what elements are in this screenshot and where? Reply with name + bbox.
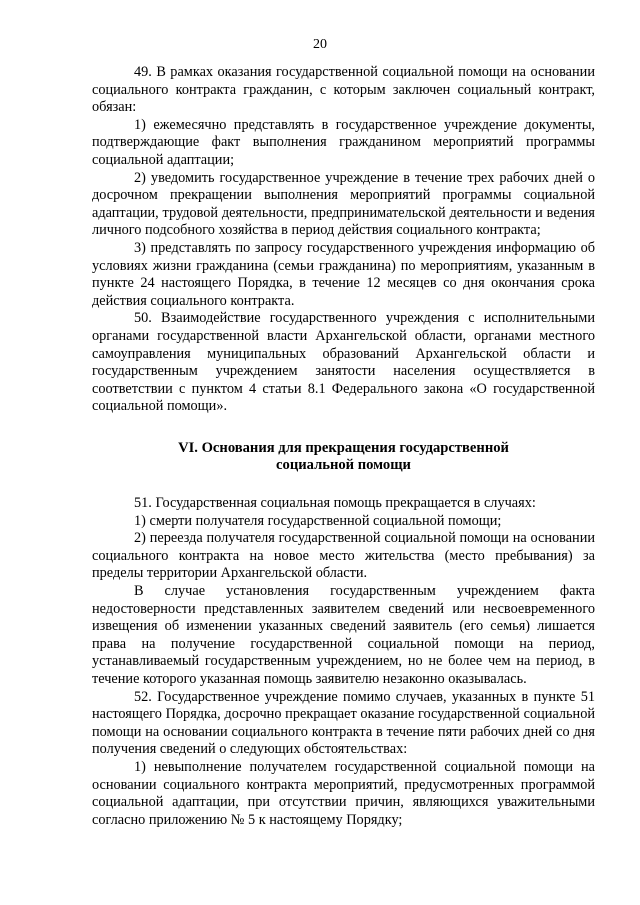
paragraph-51-item-1: 1) смерти получателя государственной социальной помощи; [134,512,502,529]
paragraph-52-item-1: 1) невыполнение получателем государственной социальной помощи на основании социального контракта мероприятий, предусмотренных программой социальной адаптации, при отсутствии причин, являющихся уважительными согласно приложению № 5 к настоящему Порядку; [92,758,595,828]
paragraph-49: 49. В рамках оказания государственной социальной помощи на основании социального контракта гражданин, с которым заключен социальный контракт, обязан: [92,64,595,116]
page-number: 20 [313,37,327,52]
spacer [92,416,595,440]
paragraph-49-item-2: 2) уведомить государственное учреждение в течение трех рабочих дней о досрочном прекращении выполнения мероприятий программы социальной адаптации, трудовой деятельности, предпринимательской деятельности и ведения личного подсобного хозяйства в период действия социального контракта; [92,169,595,239]
spacer [92,475,595,495]
section-heading-line-2: социальной помощи [276,457,411,474]
paragraph-49-item-1: 1) ежемесячно представлять в государственное учреждение документы, подтверждающие факт выполнения гражданином мероприятий программы социальной адаптации; [92,116,595,168]
paragraph-52: 52. Государственное учреждение помимо случаев, указанных в пункте 51 настоящего Порядка, досрочно прекращает оказание государственной социальной помощи на основании социального контракта в течение пяти рабочих дней со дня получения сведений о следующих обстоятельствах: [92,688,595,758]
paragraph-51: 51. Государственная социальная помощь прекращается в случаях: [134,495,536,512]
paragraph-49-item-3: 3) представлять по запросу государственного учреждения информацию об условиях жизни гражданина (семьи гражданина) по мероприятиям, указанным в пункте 24 настоящего Порядка, в течение 12 месяцев со дня окончания срока действия социального контракта. [92,239,595,309]
document-body [92,64,595,829]
section-heading-line-1: VI. Основания для прекращения государственной [178,439,509,456]
paragraph-51-item-2: 2) переезда получателя государственной социальной помощи на основании социального контракта на новое место жительства (место пребывания) за пределы территории Архангельской области. [92,530,595,582]
paragraph-51-note: В случае установления государственным учреждением факта недостоверности представленных заявителем сведений или несвоевременного извещения об изменении указанных сведений заявитель (его семья) лишается права на получение государственной социальной помощи на период, устанавливаемый государственным учреждением, но не более чем на период, в течение которого указанная помощь заявителю незаконно оказывалась. [92,583,595,687]
paragraph-50: 50. Взаимодействие государственного учреждения с исполнительными органами государственной власти Архангельской области, органами местного самоуправления муниципальных образований Архангельской области и государственным учреждением занятости населения осуществляется в соответствии с пунктом 4 статьи 8.1 Федерального закона «О государственной социальной помощи». [92,310,595,415]
